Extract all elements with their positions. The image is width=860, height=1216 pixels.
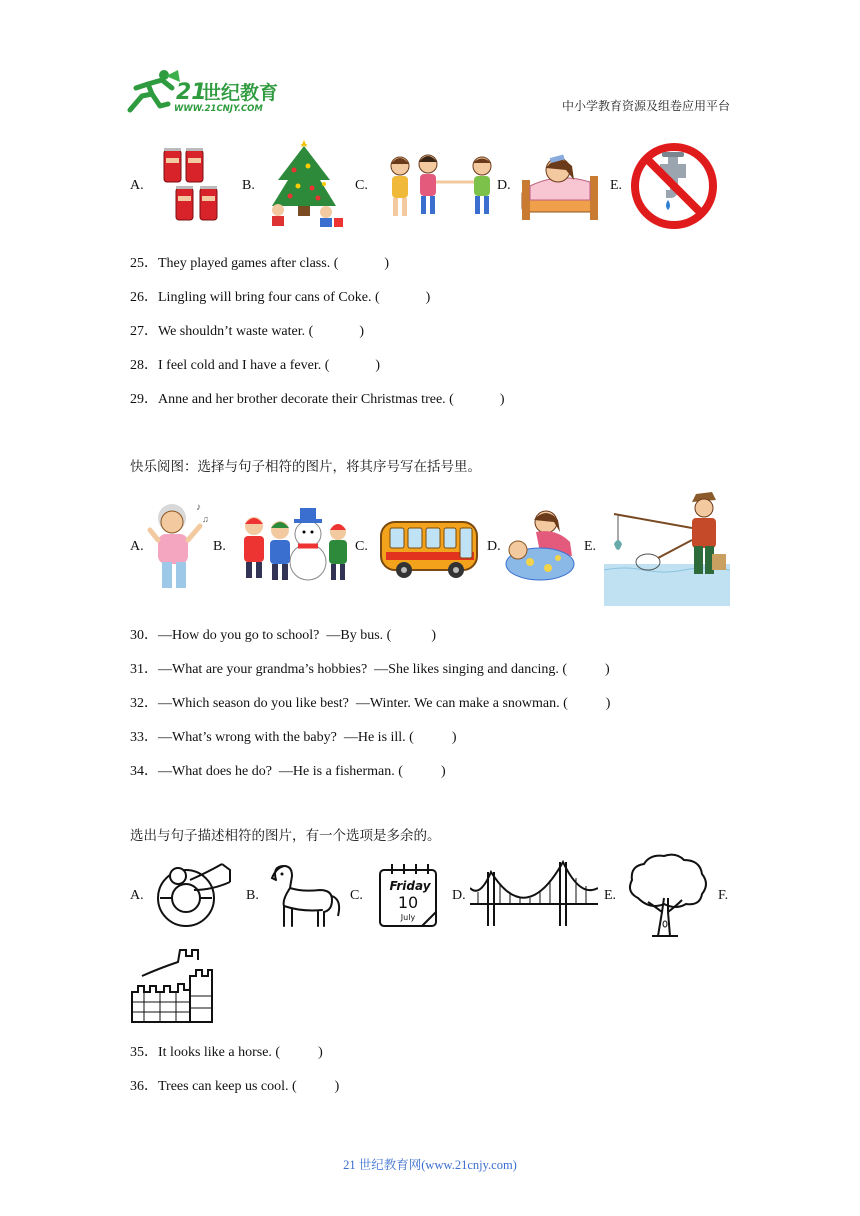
question-number: 29． [130,392,158,407]
question-35 [130,1041,323,1061]
mother-baby-icon [500,506,580,588]
option-label-c: C. [355,178,368,193]
option-label-e: E. [610,178,623,193]
kids-snowman-icon [238,504,350,586]
sick-girl-in-bed-icon [518,150,602,224]
question-text: I feel cold and I have a fever. ( [158,358,330,373]
option-label-c: C. [350,888,363,903]
question-number: 36． [130,1079,158,1094]
question-number: 34． [130,764,158,779]
question-number: 26． [130,290,158,305]
question-close: ) [605,662,610,677]
question-close: ) [425,290,431,305]
option-label-d: D. [452,888,466,903]
question-number: 30． [130,628,158,643]
calendar-icon [376,862,442,930]
option-label-a: A. [130,539,144,554]
horse-icon [262,860,342,930]
option-label-e: E. [604,888,617,903]
option-label-b: B. [246,888,259,903]
grandma-singing-icon [146,496,210,596]
site-logo [122,66,292,114]
question-close: ) [359,324,364,339]
option-label-e: E. [584,539,597,554]
question-number: 32． [130,696,158,711]
bus-icon [378,512,480,582]
logo-number: 21 [176,80,207,105]
option-label-c: C. [355,539,368,554]
question-number: 25． [130,256,158,271]
option-label-f: F. [718,888,729,903]
question-31 [130,658,610,678]
option-label-a: A. [130,178,144,193]
question-33 [130,726,457,746]
bridge-icon [470,858,598,928]
calendar-date: 10 [397,893,419,912]
question-close: ) [318,1045,323,1060]
question-text: Lingling will bring four cans of Coke. ( [158,290,380,305]
question-text: Anne and her brother decorate their Christmas tree. ( [158,392,454,407]
question-close: ) [431,628,436,643]
logo-url: WWW.21CNJY.COM [174,104,263,114]
question-text: —What are your grandma’s hobbies? —She likes singing and dancing. ( [158,662,568,677]
question-close: ) [375,358,381,373]
question-text: —Which season do you like best? —Winter. We can make a snowman. ( [158,696,568,711]
question-27 [130,320,364,340]
question-close: ) [334,1079,340,1094]
option-label-b: B. [242,178,255,193]
logo-text: 世纪教育 [202,82,279,104]
question-30 [130,624,436,644]
question-number: 31． [130,662,158,677]
question-number: 28． [130,358,158,373]
svg-text:♫: ♫ [202,514,209,524]
section-3-instruction: 选出与句子描述相符的图片，有一个选项是多余的。 [130,828,441,844]
question-36 [130,1075,339,1095]
header-platform-text: 中小学教育资源及组卷应用平台 [561,99,730,113]
question-28 [130,354,380,374]
option-label-d: D. [497,178,511,193]
footer-link[interactable]: 21 世纪教育网(www.21cnjy.com) [343,1158,517,1172]
question-number: 35． [130,1045,158,1060]
question-text: Trees can keep us cool. ( [158,1079,297,1094]
option-label-d: D. [487,539,501,554]
question-text: It looks like a horse. ( [158,1045,281,1060]
kids-playing-icon [384,150,500,220]
question-close: ) [499,392,505,407]
question-close: ) [451,730,457,745]
question-number: 33． [130,730,158,745]
great-wall-icon [130,946,214,1024]
calendar-month: July [400,913,416,922]
coke-cans-icon [160,146,224,224]
option-label-a: A. [130,888,144,903]
question-32 [130,692,610,712]
fisherman-icon [604,484,730,606]
question-text: —How do you go to school? —By bus. ( [158,628,392,643]
tree-icon [624,852,710,938]
question-29 [130,388,505,408]
svg-text:♪: ♪ [196,502,201,513]
question-25 [130,252,389,272]
question-close: ) [605,696,611,711]
question-number: 27． [130,324,158,339]
question-26 [130,286,430,306]
section-2-instruction: 快乐阅图：选择与句子相符的图片，将其序号写在括号里。 [130,459,481,475]
swimming-ring-icon [150,860,234,930]
question-text: —What does he do? —He is a fisherman. ( [158,764,403,779]
calendar-day: Friday [389,879,431,893]
option-label-b: B. [213,539,226,554]
question-text: They played games after class. ( [158,256,339,271]
question-text: —What’s wrong with the baby? —He is ill. ( [158,730,414,745]
question-text: We shouldn’t waste water. ( [158,324,314,339]
christmas-tree-icon [264,140,344,228]
no-wasting-water-icon [630,142,718,230]
question-close: ) [384,256,390,271]
runner-logo-icon [130,70,180,110]
question-34 [130,760,446,780]
question-close: ) [440,764,446,779]
